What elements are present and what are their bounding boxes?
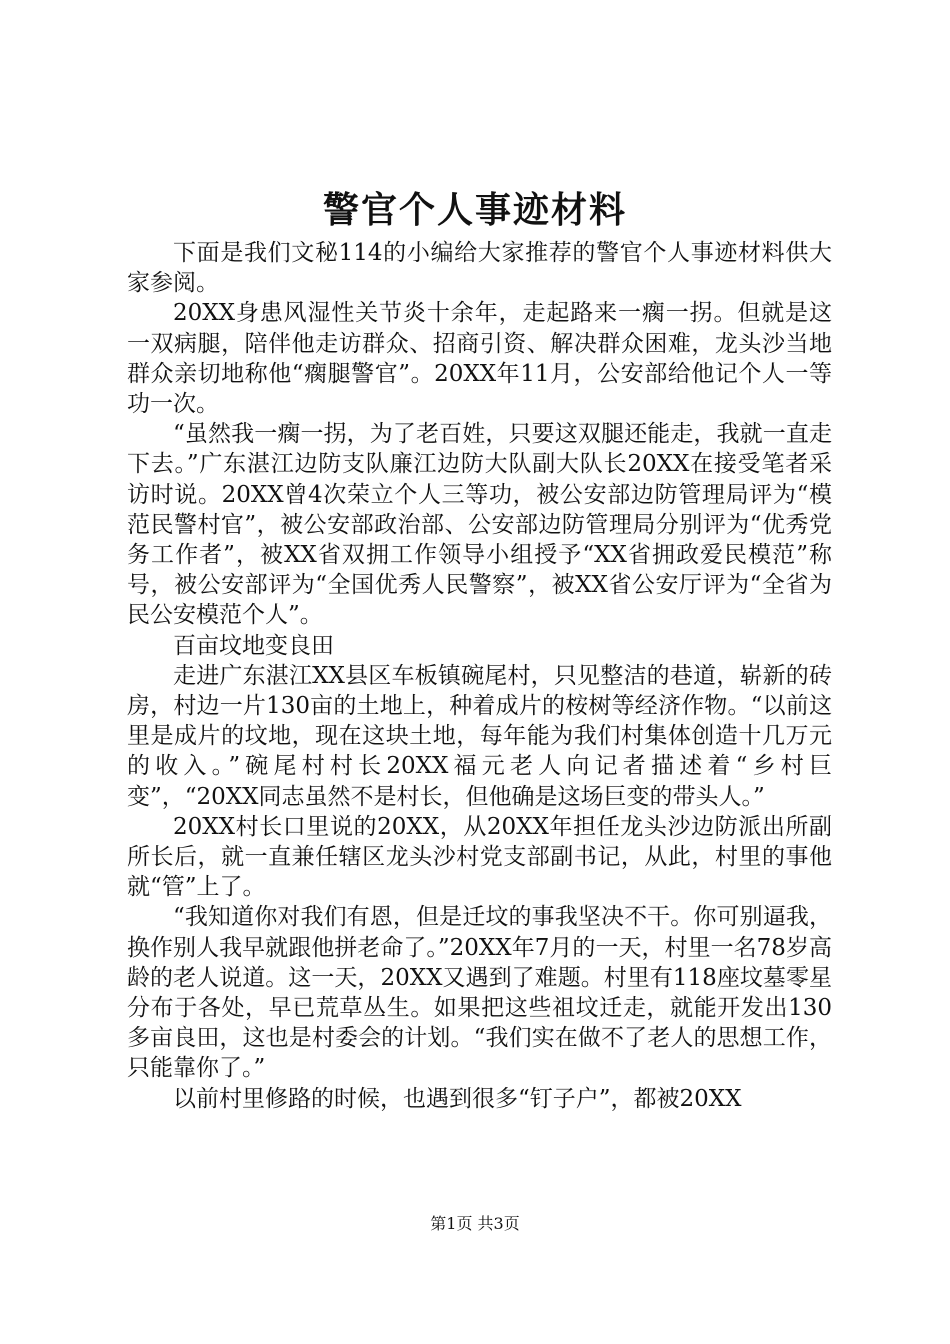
page-footer: 第1页 共3页 bbox=[430, 1214, 520, 1233]
document-body bbox=[127, 238, 832, 1114]
paragraph: 下面是我们文秘114的小编给大家推荐的警官个人事迹材料供大家参阅。 bbox=[127, 240, 832, 297]
paragraph: 走进广东湛江XX县区车板镇碗尾村，只见整洁的巷道，崭新的砖房，村边一片130亩的土地上，种着成片的桉树等经济作物。“以前这里是成片的坟地，现在这块土地，每年能为我们村集体创造十几万元的收入。”碗尾村村长20XX福元老人向记者描述着“乡村巨变”，“20XX同志虽然不是村长，但他确是这场巨变的带头人。” bbox=[127, 662, 832, 810]
document-title: 警官个人事迹材料 bbox=[322, 189, 627, 231]
paragraph: 以前村里修路的时候，也遇到很多“钉子户”，都被20XX bbox=[173, 1085, 742, 1112]
paragraph: 20XX身患风湿性关节炎十余年，走起路来一瘸一拐。但就是这一双病腿，陪伴他走访群众、招商引资、解决群众困难，龙头沙当地群众亲切地称他“瘸腿警官”。20XX年11月，公安部给他记个人一等功一次。 bbox=[127, 300, 832, 418]
paragraph: “我知道你对我们有恩，但是迁坟的事我坚决不干。你可别逼我，换作别人我早就跟他拼老命了。”20XX年7月的一天，村里一名78岁高龄的老人说道。这一天，20XX又遇到了难题。村里有118座坟墓零星分布于各处，早已荒草丛生。如果把这些祖坟迁走，就能开发出130多亩良田，这也是村委会的计划。“我们实在做不了老人的思想工作，只能靠你了。” bbox=[127, 904, 832, 1082]
section-heading: 百亩坟地变良田 bbox=[173, 632, 334, 659]
paragraph: 20XX村长口里说的20XX，从20XX年担任龙头沙边防派出所副所长后，就一直兼任辖区龙头沙村党支部副书记，从此，村里的事他就“管”上了。 bbox=[127, 813, 832, 901]
paragraph: “虽然我一瘸一拐，为了老百姓，只要这双腿还能走，我就一直走下去。”广东湛江边防支队廉江边防大队副大队长20XX在接受笔者采访时说。20XX曾4次荣立个人三等功，被公安部边防管理局评为“模范民警村官”，被公安部政治部、公安部边防管理局分别评为“优秀党务工作者”，被XX省双拥工作领导小组授予“XX省拥政爱民模范”称号，被公安部评为“全国优秀人民警察”，被XX省公安厅评为“全省为民公安模范个人”。 bbox=[127, 421, 832, 629]
